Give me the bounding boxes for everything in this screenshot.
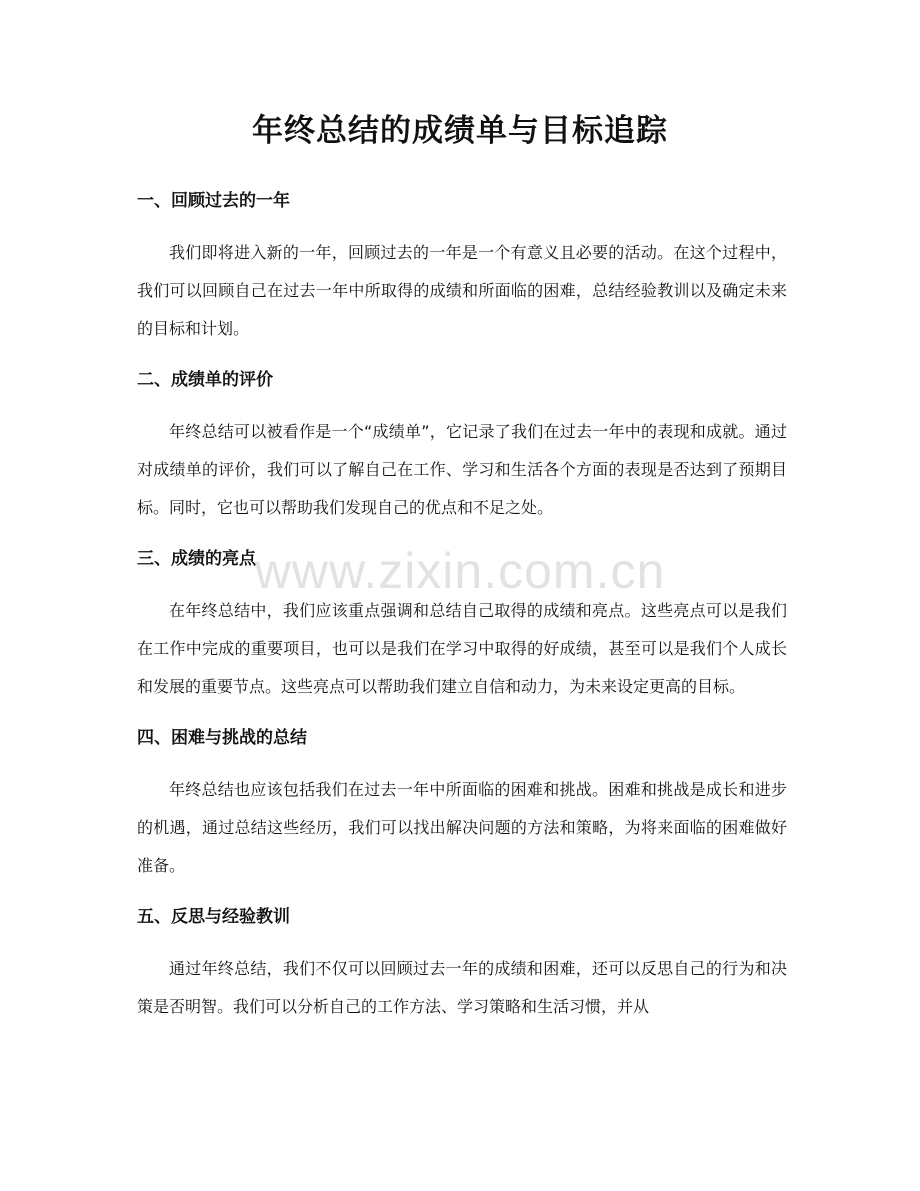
document-body: [137, 180, 787, 1037]
section-heading-4: 四、困难与挑战的总结: [137, 728, 307, 748]
section-heading-2: 二、成绩单的评价: [137, 370, 273, 390]
section-paragraph-3: 在年终总结中，我们应该重点强调和总结自己取得的成绩和亮点。这些亮点可以是我们在工作中完成的重要项目，也可以是我们在学习中取得的好成绩，甚至可以是我们个人成长和发展的重要节点。这些亮点可以帮助我们建立自信和动力，为未来设定更高的目标。: [137, 601, 787, 696]
section-paragraph-2: 年终总结可以被看作是一个“成绩单”，它记录了我们在过去一年中的表现和成就。通过对成绩单的评价，我们可以了解自己在工作、学习和生活各个方面的表现是否达到了预期目标。同时，它也可以帮助我们发现自己的优点和不足之处。: [137, 422, 787, 517]
section-paragraph-5: 通过年终总结，我们不仅可以回顾过去一年的成绩和困难，还可以反思自己的行为和决策是否明智。我们可以分析自己的工作方法、学习策略和生活习惯，并从: [137, 959, 787, 1016]
section-heading-1: 一、回顾过去的一年: [137, 191, 290, 211]
document-title: 年终总结的成绩单与目标追踪: [252, 113, 668, 149]
section-heading-5: 五、反思与经验教训: [137, 907, 290, 927]
watermark-text: www.zixin.com.cn: [254, 543, 666, 599]
section-paragraph-1: 我们即将进入新的一年，回顾过去的一年是一个有意义且必要的活动。在这个过程中，我们可以回顾自己在过去一年中所取得的成绩和所面临的困难，总结经验教训以及确定未来的目标和计划。: [137, 243, 787, 338]
section-paragraph-4: 年终总结也应该包括我们在过去一年中所面临的困难和挑战。困难和挑战是成长和进步的机遇，通过总结这些经历，我们可以找出解决问题的方法和策略，为将来面临的困难做好准备。: [137, 780, 787, 875]
section-heading-3: 三、成绩的亮点: [137, 549, 256, 569]
